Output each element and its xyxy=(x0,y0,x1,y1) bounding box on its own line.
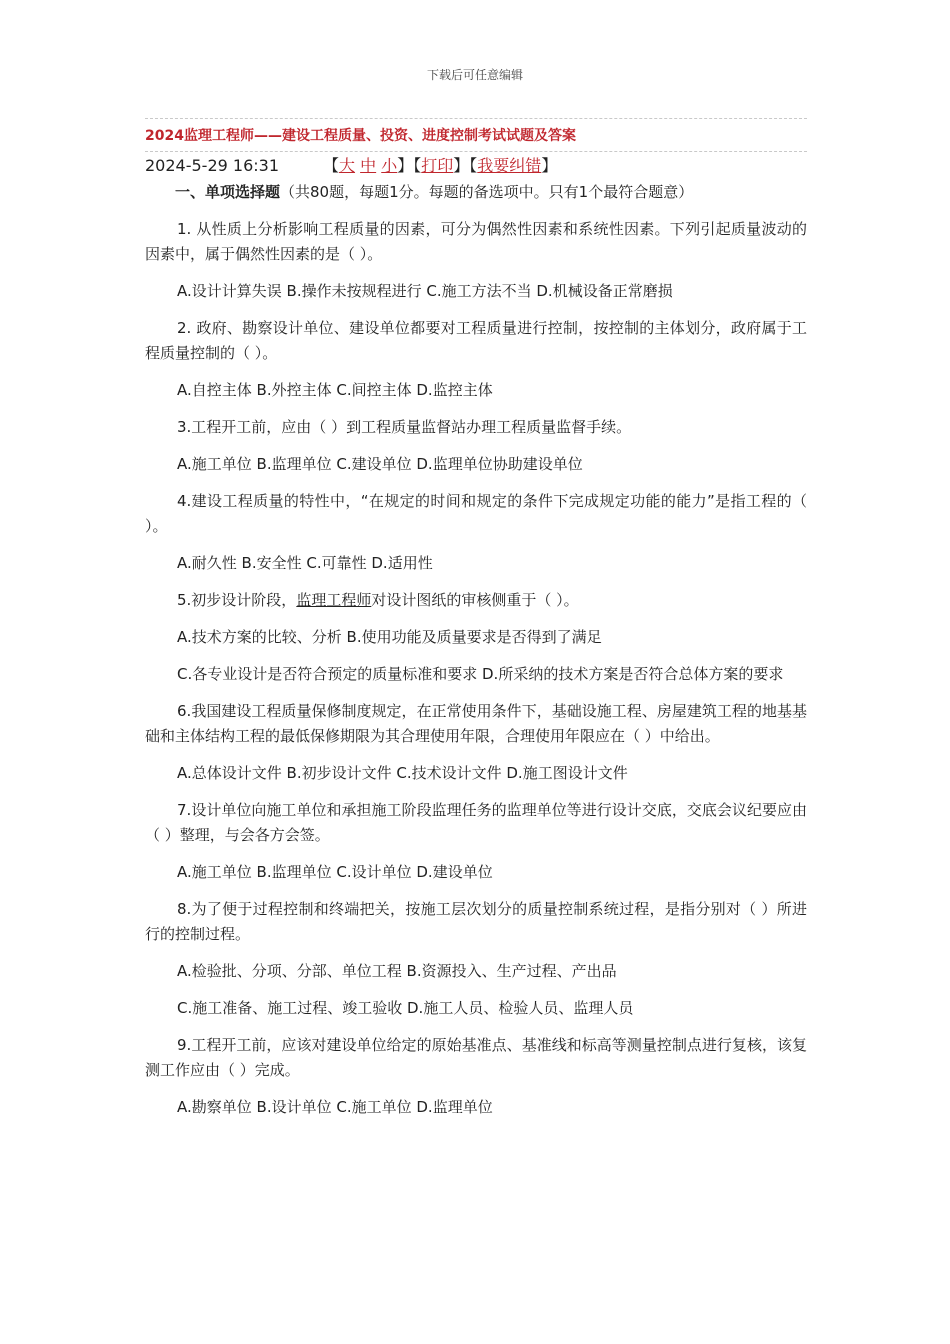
bracket-close: 】 xyxy=(541,156,558,175)
question-2: 2. 政府、勘察设计单位、建设单位都要对工程质量进行控制，按控制的主体划分，政府属于工程质量控制的（ ）。 xyxy=(145,319,807,362)
question-9-options: A.勘察单位 B.设计单位 C.施工单位 D.监理单位 xyxy=(177,1098,493,1116)
font-size-medium-link[interactable]: 中 xyxy=(360,156,377,175)
article xyxy=(145,118,807,1120)
font-size-large-link[interactable]: 大 xyxy=(339,156,356,175)
question-5: 5.初步设计阶段，监理工程师对设计图纸的审核侧重于（ ）。 xyxy=(177,591,579,609)
font-size-small-link[interactable]: 小 xyxy=(381,156,398,175)
question-6: 6.我国建设工程质量保修制度规定，在正常使用条件下，基础设施工程、房屋建筑工程的地基基础和主体结构工程的最低保修期限为其合理使用年限，合理使用年限应在（ ）中给出。 xyxy=(145,702,807,745)
question-8-options-ab: A.检验批、分项、分部、单位工程 B.资源投入、生产过程、产出品 xyxy=(177,962,617,980)
article-title: 2024监理工程师——建设工程质量、投资、进度控制考试试题及答案 xyxy=(145,128,576,144)
question-1-options: A.设计计算失误 B.操作未按规程进行 C.施工方法不当 D.机械设备正常磨损 xyxy=(177,282,673,300)
report-error-link[interactable]: 我要纠错 xyxy=(477,156,542,175)
article-meta xyxy=(145,155,807,177)
bracket-sep-1: 】【 xyxy=(397,156,422,175)
top-divider xyxy=(145,118,807,119)
section-title: 一、单项选择题 xyxy=(175,183,281,201)
question-5-options-ab: A.技术方案的比较、分析 B.使用功能及质量要求是否得到了满足 xyxy=(177,628,602,646)
supervisor-engineer-link[interactable]: 监理工程师 xyxy=(296,591,372,609)
question-1: 1. 从性质上分析影响工程质量的因素，可分为偶然性因素和系统性因素。下列引起质量波动的因素中，属于偶然性因素的是（ ）。 xyxy=(145,220,807,263)
question-2-options: A.自控主体 B.外控主体 C.间控主体 D.监控主体 xyxy=(177,381,493,399)
question-list xyxy=(145,217,807,1120)
title-divider xyxy=(145,151,807,152)
section-heading xyxy=(145,181,807,203)
bracket-open: 【 xyxy=(323,156,340,175)
header-note: 下载后可任意编辑 xyxy=(426,68,523,82)
question-7-options: A.施工单位 B.监理单位 C.设计单位 D.建设单位 xyxy=(177,863,493,881)
question-7: 7.设计单位向施工单位和承担施工阶段监理任务的监理单位等进行设计交底，交底会议纪要应由（ ）整理，与会各方会签。 xyxy=(145,801,807,844)
question-9: 9.工程开工前，应该对建设单位给定的原始基准点、基准线和标高等测量控制点进行复核，该复测工作应由（ ）完成。 xyxy=(145,1036,807,1079)
question-3-options: A.施工单位 B.监理单位 C.建设单位 D.监理单位协助建设单位 xyxy=(177,455,583,473)
question-3: 3.工程开工前，应由（ ）到工程质量监督站办理工程质量监督手续。 xyxy=(177,418,632,436)
article-datetime: 2024-5-29 16:31 xyxy=(145,156,279,175)
bracket-sep-2: 】【 xyxy=(453,156,478,175)
question-6-options: A.总体设计文件 B.初步设计文件 C.技术设计文件 D.施工图设计文件 xyxy=(177,764,628,782)
question-4-options: A.耐久性 B.安全性 C.可靠性 D.适用性 xyxy=(177,554,433,572)
question-4: 4.建设工程质量的特性中，“在规定的时间和规定的条件下完成规定功能的能力”是指工程的（ ）。 xyxy=(145,492,807,535)
print-link[interactable]: 打印 xyxy=(421,156,454,175)
question-5-options-cd: C.各专业设计是否符合预定的质量标准和要求 D.所采纳的技术方案是否符合总体方案的要求 xyxy=(177,665,784,683)
question-8-options-cd: C.施工准备、施工过程、竣工验收 D.施工人员、检验人员、监理人员 xyxy=(177,999,634,1017)
section-note: （共80题，每题1分。每题的备选项中。只有1个最符合题意） xyxy=(280,183,694,201)
question-8: 8.为了便于过程控制和终端把关，按施工层次划分的质量控制系统过程，是指分别对（ ）所进行的控制过程。 xyxy=(145,900,807,943)
